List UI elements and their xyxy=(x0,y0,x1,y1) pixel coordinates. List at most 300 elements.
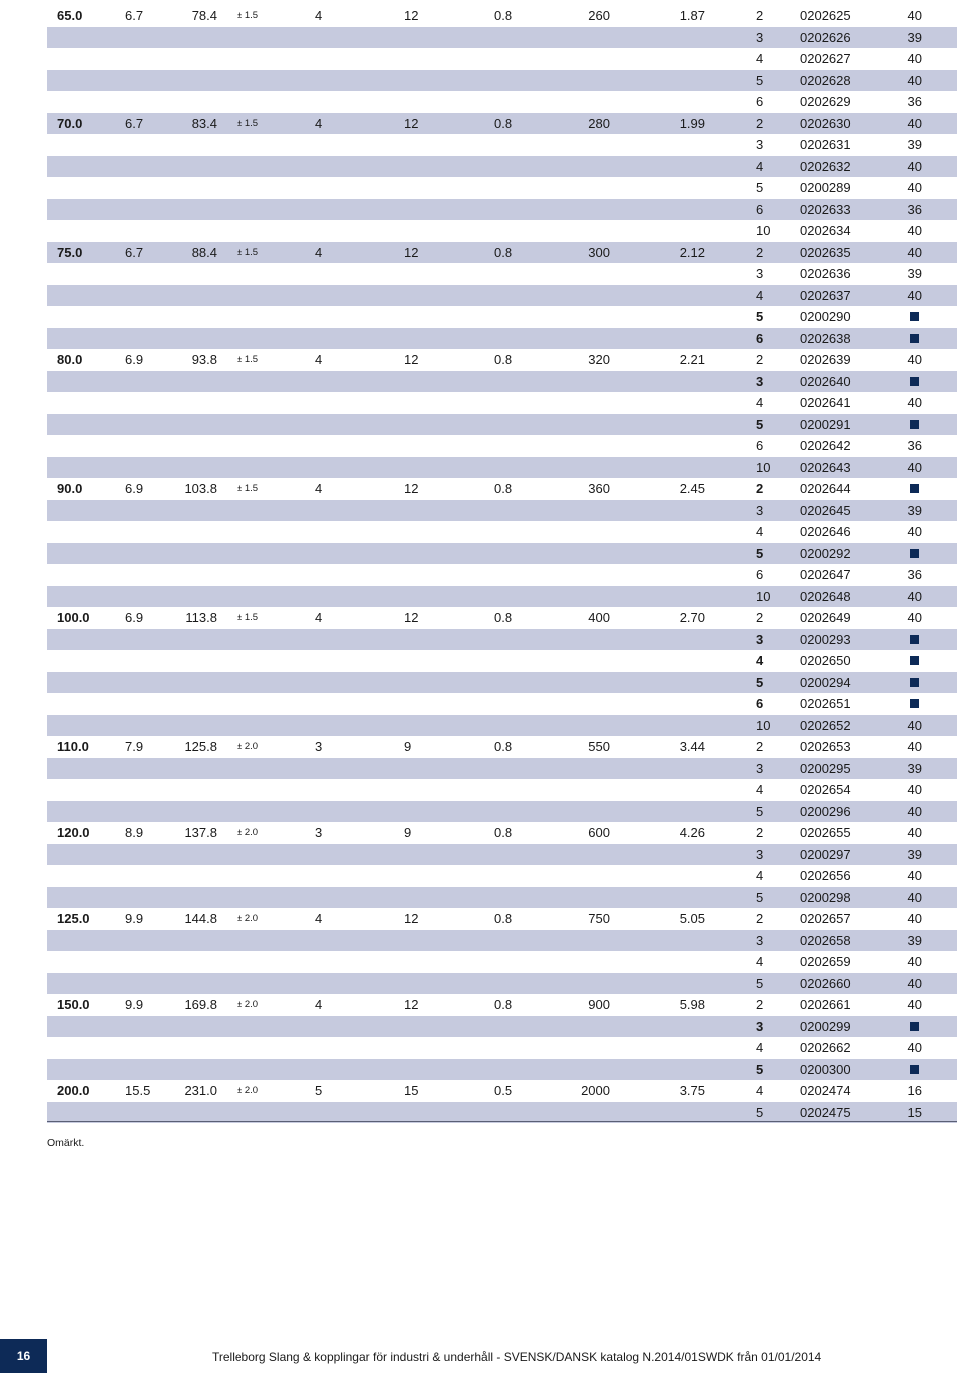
article-number-cell: 0202649 xyxy=(800,610,851,625)
bend-radius-cell: 280 xyxy=(588,115,610,131)
working-pressure-cell: 4 xyxy=(315,911,323,926)
table-row xyxy=(47,500,957,522)
table-row xyxy=(47,973,957,995)
burst-pressure-cell: 12 xyxy=(404,8,419,23)
inner-diameter-cell: 110.0 xyxy=(57,739,89,754)
article-number-cell: 0202627 xyxy=(800,51,851,66)
inner-diameter-cell: 200.0 xyxy=(57,1083,90,1098)
weight-cell: 3.75 xyxy=(679,1083,705,1098)
wall-thickness-cell: 8.9 xyxy=(125,825,144,840)
ply-count-cell: 3 xyxy=(756,631,764,647)
ply-count-cell: 2 xyxy=(756,8,764,23)
inner-diameter-cell: 75.0 xyxy=(57,244,83,260)
bend-radius-cell: 600 xyxy=(588,825,610,840)
length-cell: 40 xyxy=(907,610,922,625)
weight-cell: 2.21 xyxy=(679,352,705,367)
inner-diameter-cell: 90.0 xyxy=(57,481,83,496)
ply-count-cell: 3 xyxy=(756,373,764,389)
length-cell: 40 xyxy=(907,739,922,754)
filled-square-icon xyxy=(910,312,919,321)
table-row xyxy=(47,457,957,479)
burst-pressure-cell: 9 xyxy=(404,739,412,754)
article-number-cell: 0202659 xyxy=(800,954,851,969)
table-row xyxy=(47,70,957,92)
table-row xyxy=(47,5,957,27)
bend-radius-cell: 2000 xyxy=(581,1083,610,1098)
table-row xyxy=(47,349,957,371)
ply-count-cell: 10 xyxy=(756,717,771,733)
article-number-cell: 0202650 xyxy=(800,653,851,668)
ply-count-cell: 5 xyxy=(756,803,764,819)
suction-value-cell: 0.8 xyxy=(494,825,513,840)
bend-radius-cell: 550 xyxy=(588,739,610,754)
wall-thickness-cell: 6.9 xyxy=(125,481,144,496)
filled-square-icon xyxy=(910,334,919,343)
filled-square-icon xyxy=(910,1065,919,1074)
article-number-cell: 0202639 xyxy=(800,352,851,367)
burst-pressure-cell: 12 xyxy=(404,244,419,260)
article-number-cell: 0202658 xyxy=(800,932,851,948)
ply-count-cell: 2 xyxy=(756,739,764,754)
table-row xyxy=(47,113,957,135)
ply-count-cell: 2 xyxy=(756,352,764,367)
article-number-cell: 0202661 xyxy=(800,997,851,1012)
table-row xyxy=(47,758,957,780)
suction-value-cell: 0.8 xyxy=(494,610,513,625)
article-number-cell: 0202629 xyxy=(800,94,851,109)
working-pressure-cell: 4 xyxy=(315,997,323,1012)
bend-radius-cell: 900 xyxy=(588,997,610,1012)
burst-pressure-cell: 12 xyxy=(404,610,419,625)
length-cell: 40 xyxy=(907,115,922,131)
table-row xyxy=(47,371,957,393)
suction-value-cell: 0.8 xyxy=(494,481,513,496)
article-number-cell: 0202651 xyxy=(800,696,851,711)
ply-count-cell: 10 xyxy=(756,223,771,238)
table-row xyxy=(47,930,957,952)
article-number-cell: 0202646 xyxy=(800,524,851,539)
article-number-cell: 0202625 xyxy=(800,8,851,23)
weight-cell: 2.70 xyxy=(679,610,705,625)
article-number-cell: 0202647 xyxy=(800,567,851,582)
ply-count-cell: 5 xyxy=(756,889,764,905)
working-pressure-cell: 5 xyxy=(315,1083,323,1098)
burst-pressure-cell: 12 xyxy=(404,481,419,496)
table-row xyxy=(47,521,957,543)
bend-radius-cell: 260 xyxy=(588,8,610,23)
ply-count-cell: 5 xyxy=(756,309,764,324)
filled-square-icon xyxy=(910,420,919,429)
table-bottom-rule xyxy=(47,1121,957,1122)
table-row xyxy=(47,543,957,565)
inner-diameter-cell: 65.0 xyxy=(57,8,83,23)
ply-count-cell: 3 xyxy=(756,502,764,518)
inner-diameter-cell: 125.0 xyxy=(57,911,90,926)
ply-count-cell: 4 xyxy=(756,158,764,174)
length-cell: 40 xyxy=(907,889,922,905)
ply-count-cell: 2 xyxy=(756,481,764,496)
wall-thickness-cell: 6.9 xyxy=(125,610,144,625)
article-number-cell: 0202655 xyxy=(800,825,851,840)
table-row xyxy=(47,1059,957,1081)
inner-diameter-cell: 70.0 xyxy=(57,115,83,131)
ply-count-cell: 10 xyxy=(756,588,771,604)
table-row xyxy=(47,779,957,801)
tolerance-cell: ± 1.5 xyxy=(237,246,259,258)
filled-square-icon xyxy=(910,656,919,665)
table-row xyxy=(47,91,957,113)
ply-count-cell: 2 xyxy=(756,610,764,625)
outer-diameter-cell: 113.8 xyxy=(185,610,217,625)
outer-diameter-cell: 88.4 xyxy=(191,244,217,260)
length-cell: 40 xyxy=(907,911,922,926)
wall-thickness-cell: 6.7 xyxy=(125,244,144,260)
ply-count-cell: 3 xyxy=(756,29,764,45)
length-cell: 39 xyxy=(907,266,922,281)
article-number-cell: 0202636 xyxy=(800,266,851,281)
inner-diameter-cell: 80.0 xyxy=(57,352,83,367)
length-cell: 39 xyxy=(907,846,922,862)
article-number-cell: 0202631 xyxy=(800,137,851,152)
suction-value-cell: 0.8 xyxy=(494,352,513,367)
length-cell: 40 xyxy=(907,223,922,238)
article-number-cell: 0202645 xyxy=(800,502,851,518)
ply-count-cell: 2 xyxy=(756,115,764,131)
article-number-cell: 0202656 xyxy=(800,868,851,883)
burst-pressure-cell: 15 xyxy=(404,1083,419,1098)
table-row xyxy=(47,908,957,930)
page-number-badge: 16 xyxy=(0,1339,47,1373)
length-cell: 40 xyxy=(907,72,922,88)
wall-thickness-cell: 15.5 xyxy=(125,1083,151,1098)
working-pressure-cell: 4 xyxy=(315,481,323,496)
filled-square-icon xyxy=(910,678,919,687)
burst-pressure-cell: 12 xyxy=(404,115,419,131)
bend-radius-cell: 750 xyxy=(588,911,610,926)
article-number-cell: 0200298 xyxy=(800,889,851,905)
bend-radius-cell: 320 xyxy=(588,352,610,367)
ply-count-cell: 5 xyxy=(756,1104,764,1120)
length-cell: 39 xyxy=(907,932,922,948)
working-pressure-cell: 3 xyxy=(315,739,323,754)
length-cell: 40 xyxy=(907,997,922,1012)
suction-value-cell: 0.8 xyxy=(494,911,513,926)
tolerance-cell: ± 2.0 xyxy=(237,741,259,752)
length-cell: 16 xyxy=(907,1083,922,1098)
table-row xyxy=(47,199,957,221)
filled-square-icon xyxy=(910,377,919,386)
table-row xyxy=(47,629,957,651)
ply-count-cell: 6 xyxy=(756,438,764,453)
article-number-cell: 0202642 xyxy=(800,438,851,453)
table-row xyxy=(47,392,957,414)
length-cell: 39 xyxy=(907,502,922,518)
length-cell: 36 xyxy=(907,567,922,582)
length-cell: 40 xyxy=(907,524,922,539)
ply-count-cell: 6 xyxy=(756,696,764,711)
table-row xyxy=(47,951,957,973)
table-row xyxy=(47,263,957,285)
burst-pressure-cell: 12 xyxy=(404,911,419,926)
inner-diameter-cell: 100.0 xyxy=(57,610,90,625)
ply-count-cell: 4 xyxy=(756,395,764,410)
bend-radius-cell: 360 xyxy=(588,481,610,496)
length-cell: 40 xyxy=(907,782,922,797)
article-number-cell: 0202634 xyxy=(800,223,851,238)
article-number-cell: 0200300 xyxy=(800,1061,851,1077)
article-number-cell: 0202657 xyxy=(800,911,851,926)
article-number-cell: 0202653 xyxy=(800,739,851,754)
tolerance-cell: ± 1.5 xyxy=(237,612,259,623)
table-row xyxy=(47,887,957,909)
suction-value-cell: 0.5 xyxy=(494,1083,513,1098)
ply-count-cell: 3 xyxy=(756,846,764,862)
tolerance-cell: ± 1.5 xyxy=(237,117,259,129)
table-row xyxy=(47,1037,957,1059)
table-row xyxy=(47,650,957,672)
article-number-cell: 0202660 xyxy=(800,975,851,991)
weight-cell: 4.26 xyxy=(679,825,705,840)
length-cell: 40 xyxy=(907,975,922,991)
ply-count-cell: 5 xyxy=(756,72,764,88)
article-number-cell: 0202475 xyxy=(800,1104,851,1120)
article-number-cell: 0202474 xyxy=(800,1083,851,1098)
length-cell: 40 xyxy=(907,954,922,969)
length-cell: 39 xyxy=(907,29,922,45)
length-cell: 40 xyxy=(907,825,922,840)
wall-thickness-cell: 9.9 xyxy=(125,997,144,1012)
outer-diameter-cell: 137.8 xyxy=(184,825,217,840)
article-number-cell: 0202640 xyxy=(800,373,851,389)
wall-thickness-cell: 6.7 xyxy=(125,115,144,131)
ply-count-cell: 3 xyxy=(756,932,764,948)
filled-square-icon xyxy=(910,1022,919,1031)
working-pressure-cell: 4 xyxy=(315,244,323,260)
suction-value-cell: 0.8 xyxy=(494,115,513,131)
filled-square-icon xyxy=(910,549,919,558)
weight-cell: 5.98 xyxy=(679,997,705,1012)
article-number-cell: 0202641 xyxy=(800,395,851,410)
article-number-cell: 0202644 xyxy=(800,481,851,496)
ply-count-cell: 5 xyxy=(756,1061,764,1077)
table-row xyxy=(47,672,957,694)
length-cell: 36 xyxy=(907,94,922,109)
article-number-cell: 0202638 xyxy=(800,330,851,346)
outer-diameter-cell: 93.8 xyxy=(191,352,217,367)
table-row xyxy=(47,736,957,758)
ply-count-cell: 4 xyxy=(756,868,764,883)
tolerance-cell: ± 2.0 xyxy=(237,999,259,1010)
article-number-cell: 0200289 xyxy=(800,180,851,195)
table-row xyxy=(47,865,957,887)
filled-square-icon xyxy=(910,635,919,644)
table-row xyxy=(47,478,957,500)
length-cell: 39 xyxy=(907,760,922,776)
ply-count-cell: 2 xyxy=(756,997,764,1012)
length-cell: 40 xyxy=(907,1040,922,1055)
table-row xyxy=(47,285,957,307)
suction-value-cell: 0.8 xyxy=(494,739,513,754)
working-pressure-cell: 4 xyxy=(315,610,323,625)
article-number-cell: 0202662 xyxy=(800,1040,851,1055)
article-number-cell: 0202626 xyxy=(800,29,851,45)
table-row xyxy=(47,822,957,844)
table-row xyxy=(47,156,957,178)
ply-count-cell: 5 xyxy=(756,180,764,195)
table-row xyxy=(47,586,957,608)
ply-count-cell: 3 xyxy=(756,137,764,152)
ply-count-cell: 4 xyxy=(756,524,764,539)
table-row xyxy=(47,1080,957,1102)
wall-thickness-cell: 9.9 xyxy=(125,911,144,926)
ply-count-cell: 5 xyxy=(756,674,764,690)
outer-diameter-cell: 169.8 xyxy=(184,997,217,1012)
ply-count-cell: 2 xyxy=(756,911,764,926)
length-cell: 40 xyxy=(907,459,922,475)
length-cell: 36 xyxy=(907,438,922,453)
article-number-cell: 0202652 xyxy=(800,717,851,733)
weight-cell: 1.87 xyxy=(679,8,705,23)
ply-count-cell: 3 xyxy=(756,760,764,776)
weight-cell: 5.05 xyxy=(679,911,705,926)
article-number-cell: 0200296 xyxy=(800,803,851,819)
outer-diameter-cell: 103.8 xyxy=(184,481,217,496)
article-number-cell: 0202635 xyxy=(800,244,851,260)
wall-thickness-cell: 6.7 xyxy=(125,8,144,23)
length-cell: 40 xyxy=(907,244,922,260)
length-cell: 39 xyxy=(907,137,922,152)
outer-diameter-cell: 231.0 xyxy=(184,1083,217,1098)
weight-cell: 3.44 xyxy=(679,739,705,754)
tolerance-cell: ± 2.0 xyxy=(237,913,259,924)
length-cell: 40 xyxy=(907,352,922,367)
working-pressure-cell: 4 xyxy=(315,352,323,367)
article-number-cell: 0200290 xyxy=(800,309,851,324)
table-row xyxy=(47,844,957,866)
length-cell: 40 xyxy=(907,395,922,410)
length-cell: 40 xyxy=(907,287,922,303)
inner-diameter-cell: 120.0 xyxy=(57,825,90,840)
article-number-cell: 0202643 xyxy=(800,459,851,475)
ply-count-cell: 2 xyxy=(756,244,764,260)
table-row xyxy=(47,27,957,49)
article-number-cell: 0200291 xyxy=(800,416,851,432)
weight-cell: 2.12 xyxy=(679,244,705,260)
ply-count-cell: 3 xyxy=(756,266,764,281)
ply-count-cell: 5 xyxy=(756,545,764,561)
table-row xyxy=(47,715,957,737)
burst-pressure-cell: 12 xyxy=(404,352,419,367)
ply-count-cell: 6 xyxy=(756,201,764,217)
working-pressure-cell: 4 xyxy=(315,8,323,23)
weight-cell: 2.45 xyxy=(679,481,705,496)
bend-radius-cell: 300 xyxy=(588,244,610,260)
filled-square-icon xyxy=(910,699,919,708)
article-number-cell: 0200297 xyxy=(800,846,851,862)
article-number-cell: 0200294 xyxy=(800,674,851,690)
wall-thickness-cell: 6.9 xyxy=(125,352,144,367)
article-number-cell: 0202633 xyxy=(800,201,851,217)
ply-count-cell: 6 xyxy=(756,330,764,346)
length-cell: 40 xyxy=(907,803,922,819)
article-number-cell: 0202628 xyxy=(800,72,851,88)
tolerance-cell: ± 1.5 xyxy=(237,354,259,365)
article-number-cell: 0200299 xyxy=(800,1018,851,1034)
burst-pressure-cell: 12 xyxy=(404,997,419,1012)
table-row xyxy=(47,134,957,156)
wall-thickness-cell: 7.9 xyxy=(125,739,144,754)
table-row xyxy=(47,435,957,457)
ply-count-cell: 4 xyxy=(756,954,764,969)
table-row xyxy=(47,306,957,328)
inner-diameter-cell: 150.0 xyxy=(57,997,90,1012)
suction-value-cell: 0.8 xyxy=(494,997,513,1012)
ply-count-cell: 3 xyxy=(756,1018,764,1034)
footnote: Omärkt. xyxy=(47,1137,85,1149)
table-row xyxy=(47,693,957,715)
article-number-cell: 0200292 xyxy=(800,545,851,561)
outer-diameter-cell: 125.8 xyxy=(184,739,217,754)
table-row xyxy=(47,177,957,199)
article-number-cell: 0202630 xyxy=(800,115,851,131)
tolerance-cell: ± 1.5 xyxy=(237,10,259,21)
product-table xyxy=(47,5,957,1123)
suction-value-cell: 0.8 xyxy=(494,8,513,23)
table-row xyxy=(47,1016,957,1038)
working-pressure-cell: 3 xyxy=(315,825,323,840)
ply-count-cell: 10 xyxy=(756,459,771,475)
ply-count-cell: 4 xyxy=(756,653,764,668)
table-row xyxy=(47,414,957,436)
suction-value-cell: 0.8 xyxy=(494,244,513,260)
ply-count-cell: 5 xyxy=(756,975,764,991)
table-row xyxy=(47,607,957,629)
ply-count-cell: 2 xyxy=(756,825,764,840)
weight-cell: 1.99 xyxy=(679,115,705,131)
table-row xyxy=(47,328,957,350)
length-cell: 40 xyxy=(907,158,922,174)
ply-count-cell: 4 xyxy=(756,287,764,303)
length-cell: 36 xyxy=(907,201,922,217)
article-number-cell: 0202632 xyxy=(800,158,851,174)
outer-diameter-cell: 83.4 xyxy=(191,115,217,131)
length-cell: 40 xyxy=(907,51,922,66)
working-pressure-cell: 4 xyxy=(315,115,323,131)
length-cell: 40 xyxy=(907,717,922,733)
table-row xyxy=(47,564,957,586)
length-cell: 40 xyxy=(907,180,922,195)
article-number-cell: 0200295 xyxy=(800,760,851,776)
table-row xyxy=(47,994,957,1016)
filled-square-icon xyxy=(910,484,919,493)
table-row xyxy=(47,48,957,70)
article-number-cell: 0202654 xyxy=(800,782,851,797)
table-row xyxy=(47,1102,957,1124)
article-number-cell: 0200293 xyxy=(800,631,851,647)
tolerance-cell: ± 2.0 xyxy=(237,1085,259,1096)
outer-diameter-cell: 78.4 xyxy=(191,8,217,23)
length-cell: 40 xyxy=(907,8,922,23)
length-cell: 40 xyxy=(907,588,922,604)
length-cell: 15 xyxy=(907,1104,922,1120)
length-cell: 40 xyxy=(907,868,922,883)
article-number-cell: 0202648 xyxy=(800,588,851,604)
table-row xyxy=(47,242,957,264)
ply-count-cell: 5 xyxy=(756,416,764,432)
tolerance-cell: ± 1.5 xyxy=(237,483,259,494)
ply-count-cell: 4 xyxy=(756,782,764,797)
table-row xyxy=(47,801,957,823)
